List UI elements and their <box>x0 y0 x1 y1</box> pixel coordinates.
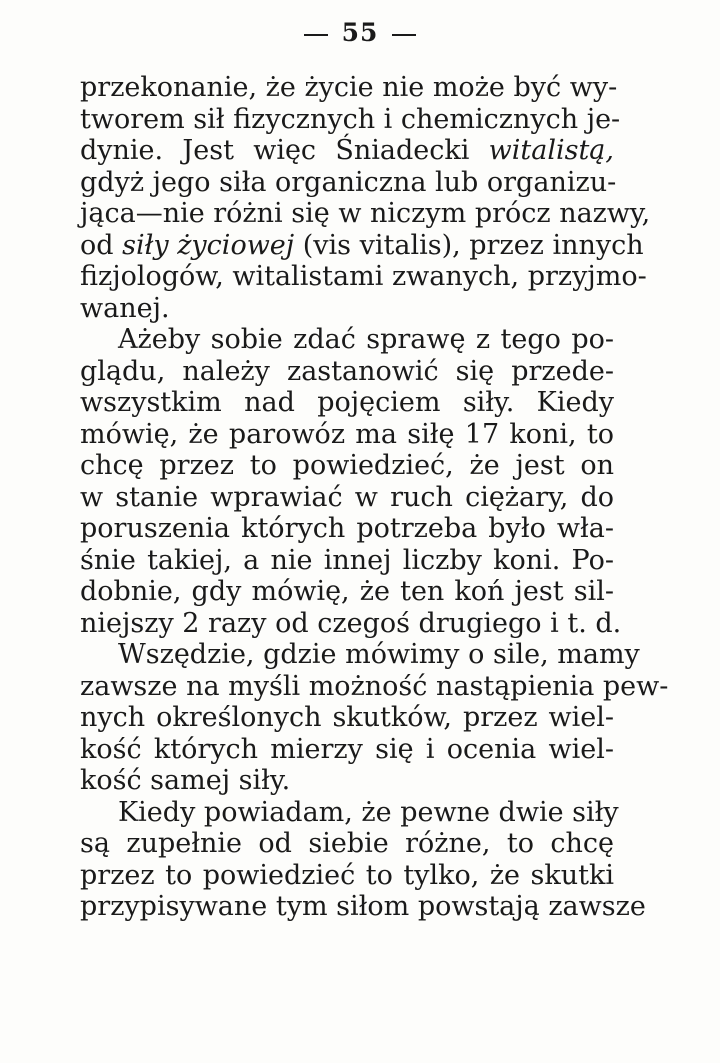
text-line <box>80 356 614 388</box>
text-line <box>80 135 614 167</box>
emphasized-text: witalistą, <box>488 135 614 166</box>
text-line <box>80 639 640 671</box>
text-line <box>80 702 614 734</box>
text-line <box>80 229 644 262</box>
text-run: nych określonych skutków, przez wiel- <box>80 702 614 733</box>
text-line <box>80 103 621 136</box>
text-run: śnie takiej, a nie innej liczby koni. Po- <box>80 544 614 576</box>
text-line <box>80 765 614 797</box>
text-line <box>80 261 647 293</box>
text-line <box>80 482 614 514</box>
text-run: zawsze na myśli możność nastąpienia pew- <box>80 670 669 702</box>
text-run: wszystkim nad pojęciem siły. Kiedy <box>80 387 614 418</box>
text-run: przypisywane tym siłom powstają zawsze <box>80 891 646 922</box>
text-line <box>80 860 614 892</box>
text-run: (vis vitalis), przez innych <box>294 229 644 261</box>
text-run: tworem sił fizycznych i chemicznych je- <box>80 103 621 135</box>
text-run: fizjologów, witalistami zwanych, przyjmo- <box>80 261 647 292</box>
text-run: od <box>80 229 123 261</box>
paragraph <box>80 324 622 639</box>
body-text <box>80 72 669 923</box>
text-line <box>80 670 669 703</box>
text-line <box>80 607 622 640</box>
text-run: Kiedy powiadam, że pewne dwie siły <box>118 796 619 828</box>
text-run: niejszy 2 razy od czegoś drugiego i t. d. <box>80 607 622 639</box>
text-line <box>80 166 617 199</box>
text-run: chcę przez to powiedzieć, że jest on <box>80 450 614 481</box>
text-run: dynie. Jest więc Śniadecki <box>80 135 489 166</box>
text-run: przez to powiedzieć to tylko, że skutki <box>80 859 614 891</box>
text-line <box>80 891 646 923</box>
text-line <box>80 734 614 766</box>
text-run: wanej. <box>80 292 170 324</box>
text-run: dobnie, gdy mówię, że ten koń jest sil- <box>80 576 614 607</box>
text-run: Ażeby sobie zdać sprawę z tego po- <box>118 324 614 355</box>
text-line <box>80 545 614 577</box>
text-run: jąca—nie różni się w niczym prócz nazwy, <box>80 198 651 229</box>
text-run: są zupełnie od siebie różne, to chcę <box>80 828 614 859</box>
text-line <box>80 324 614 356</box>
header-dash-left <box>304 34 328 36</box>
text-line <box>80 198 651 230</box>
text-line <box>80 387 614 419</box>
text-run: mówię, że parowóz ma siłę 17 koni, to <box>80 418 614 450</box>
paragraph <box>80 796 646 923</box>
text-line <box>80 513 614 545</box>
text-run: Wszędzie, gdzie mówimy o sile, mamy <box>118 639 640 670</box>
page-number: 55 <box>341 18 379 47</box>
text-line <box>80 576 614 608</box>
text-line <box>80 828 614 860</box>
paragraph <box>80 639 669 797</box>
page-header <box>0 18 720 47</box>
text-run: gdyż jego siła organiczna lub organizu- <box>80 166 617 198</box>
text-line <box>80 796 619 829</box>
text-run: poruszenia których potrzeba było wła- <box>80 513 614 544</box>
header-dash-right <box>392 34 416 36</box>
text-line <box>80 450 614 482</box>
text-run: kość których mierzy się i ocenia wiel- <box>80 733 614 765</box>
paragraph <box>80 72 651 324</box>
text-line <box>80 72 618 104</box>
text-line <box>80 293 614 325</box>
text-run: przekonanie, że życie nie może być wy- <box>80 72 618 103</box>
text-run: w stanie wprawiać w ruch ciężary, do <box>80 481 614 513</box>
emphasized-text: siły życiowej <box>122 229 295 261</box>
text-run: kość samej siły. <box>80 765 291 796</box>
text-run: glądu, należy zastanowić się przede- <box>80 355 614 387</box>
text-line <box>80 419 614 451</box>
